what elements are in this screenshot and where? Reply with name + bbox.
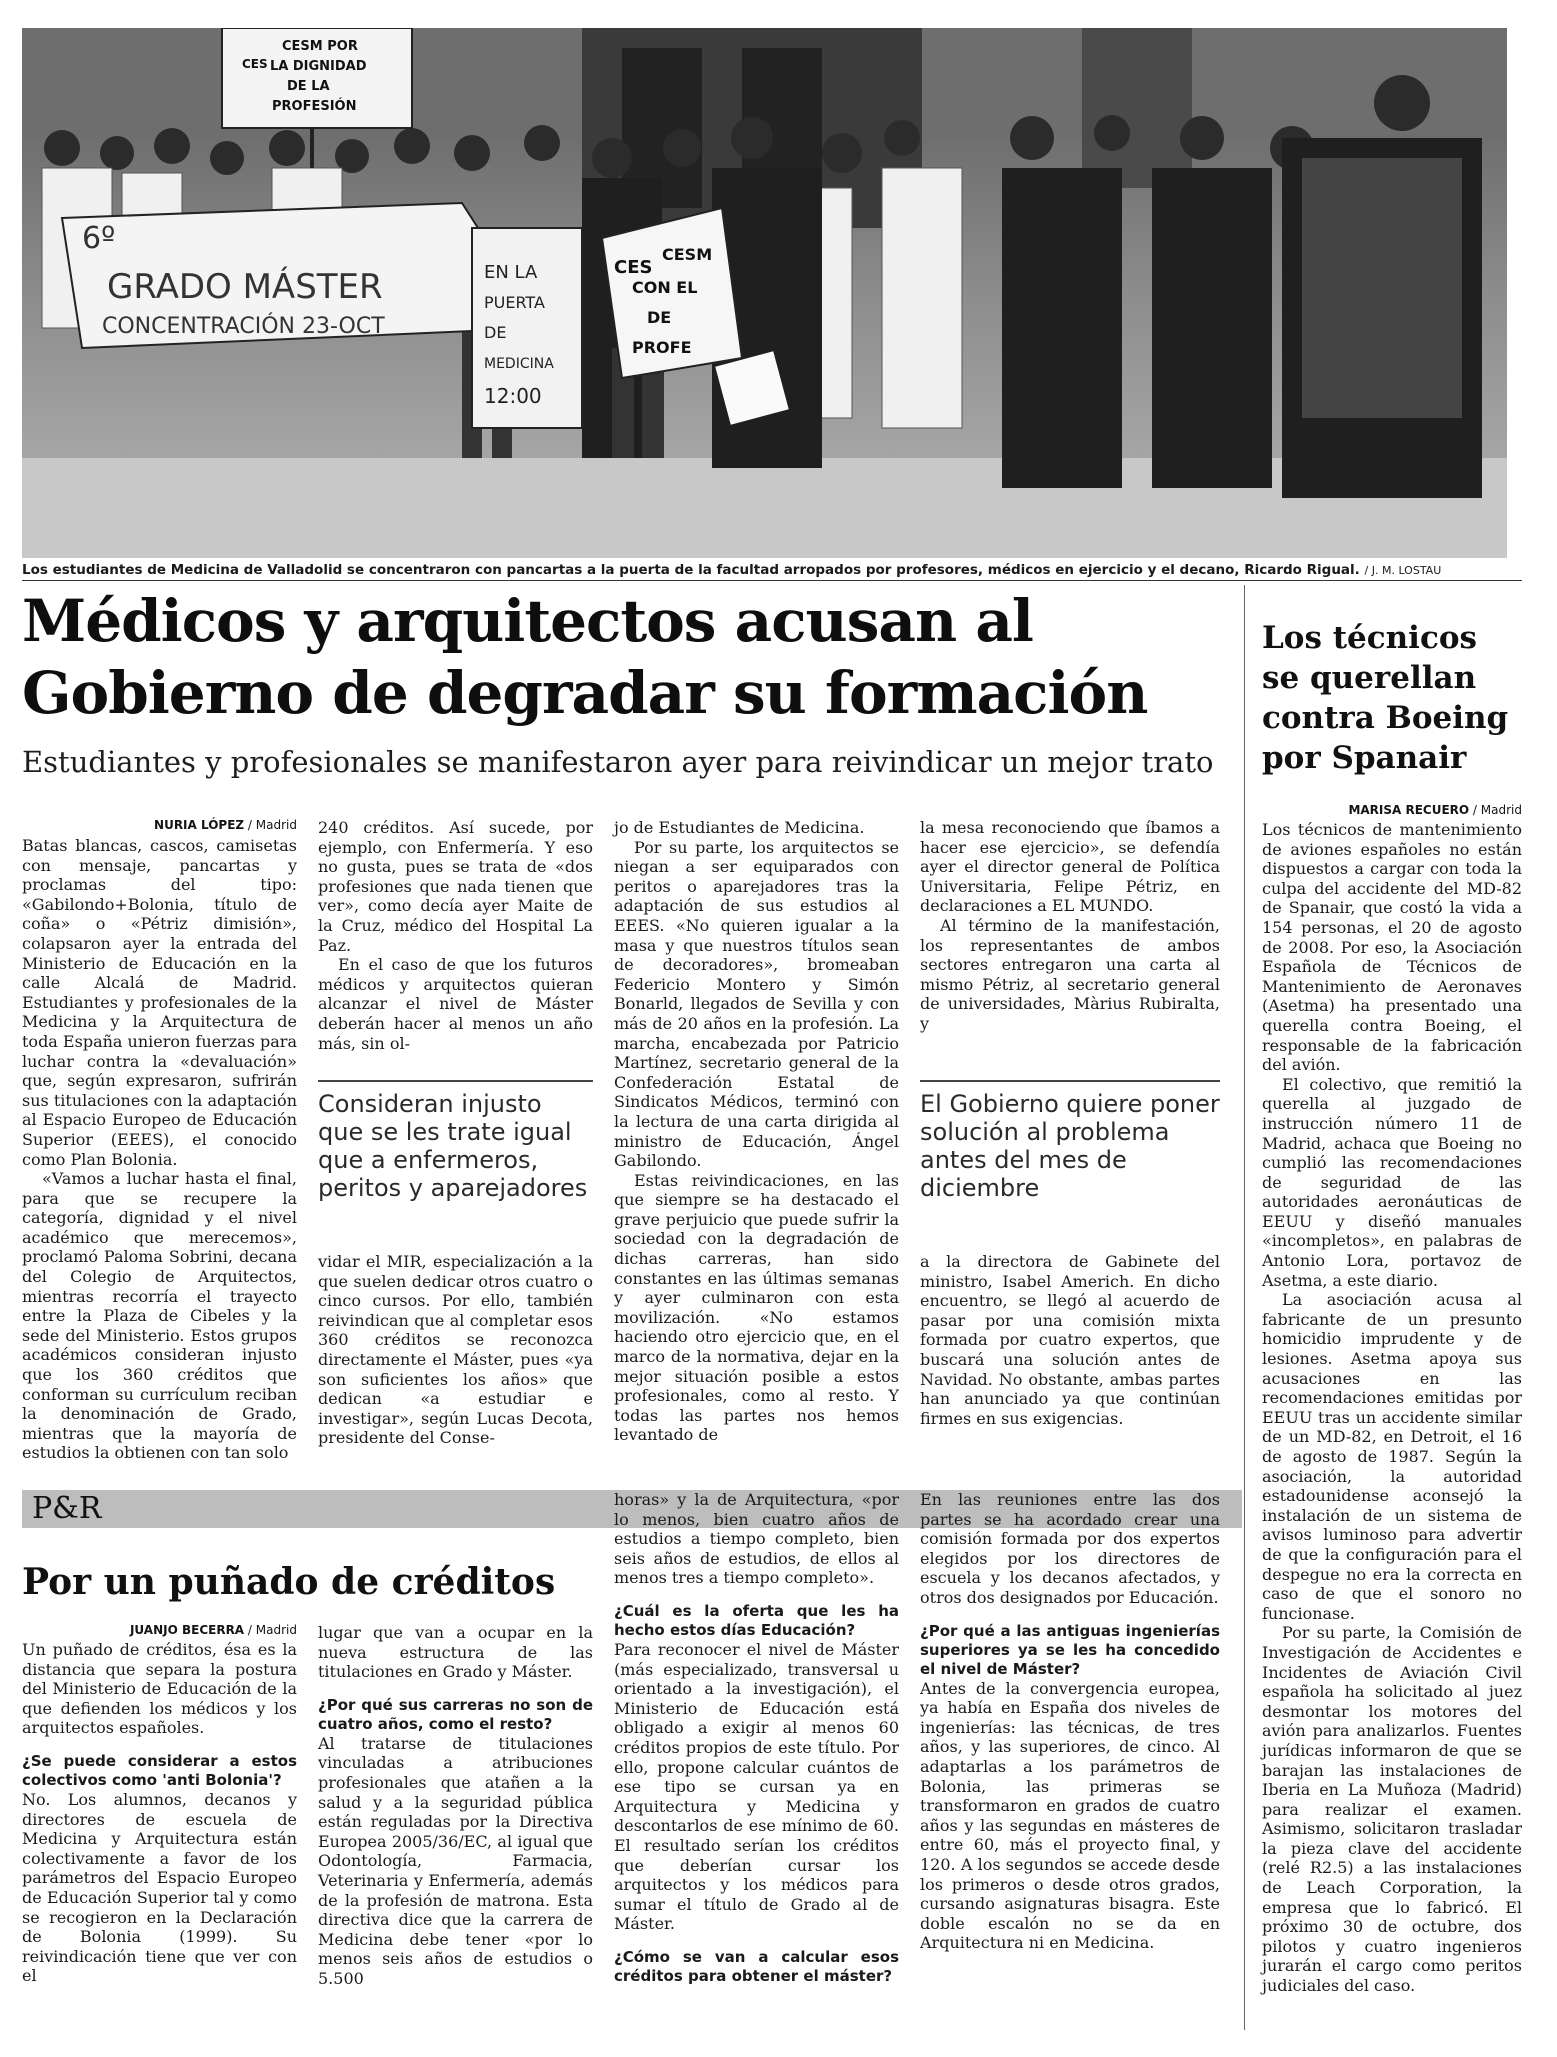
svg-text:12:00: 12:00 xyxy=(484,384,542,408)
main-col4-para1: la mesa reconociendo que íbamos a hacer ese ejercicio», se defendía ayer el director general de Política Universitaria, Felipe Pétriz, en declaraciones a EL MUNDO. xyxy=(920,818,1220,916)
pull-quote-2: El Gobierno quiere poner solución al problema antes del mes de diciembre xyxy=(920,1080,1220,1202)
pr-answer-3: Para reconocer el nivel de Máster (más especializado, transversal u orientado a la investigación), el Ministerio de Educación está obligado a exigir al menos 60 créditos propios de este título. Por ello, propone calcular cuántos de ese tipo se cursan ya en Arquitectura y Medicina y descontarlos de ese mínimo de 60. El resultado serían los créditos que deberían cursar los arquitectos y los médicos para sumar el título de Grado al de Máster. xyxy=(614,1639,899,1934)
side-byline xyxy=(1262,803,1522,817)
pr-location: / Madrid xyxy=(244,1623,297,1637)
main-col2-para2: En el caso de que los futuros médicos y arquitectos quieran alcanzar el nivel de Máster deberán hacer al menos un año más, sin ol- xyxy=(318,955,593,1053)
svg-text:CONCENTRACIÓN 23-OCT: CONCENTRACIÓN 23-OCT xyxy=(102,314,385,339)
svg-text:6º: 6º xyxy=(82,221,116,256)
pr-answer-1: No. Los alumnos, decanos y directores de escuela de Medicina y Arquitectura están colectivamente a favor de los parámetros del Espacio Europeo de Educación Superior tal y como se recogieron en la Declaración de Bolonia (1999). Su reivindicación tiene que ver con el xyxy=(22,1789,297,1986)
pr-col-1 xyxy=(22,1640,297,1986)
main-col3-para2: Por su parte, los arquitectos se niegan a ser equiparados con peritos o aparejadores tras la adaptación de sus estudios al EEES. «No quieren igualar a la masa y que nuestros títulos sean de decoradores», bromeaban Federicio Montero y Simón Bonarld, llegados de Sevilla y con más de 20 años en la profesión. La marcha, encabezada por Patricio Martínez, secretario general de la Confederación Estatal de Sindicatos Médicos, terminó con la lectura de una carta dirigida al ministro de Educación, Ángel Gabilondo. xyxy=(614,837,899,1171)
pr-question-4: ¿Cómo se van a calcular esos créditos para obtener el máster? xyxy=(614,1947,899,1985)
pr-section-label: P&R xyxy=(32,1491,102,1526)
svg-text:CON EL: CON EL xyxy=(632,278,698,297)
pr-author: JUANJO BECERRA xyxy=(129,1623,245,1637)
main-col4-para3: a la directora de Gabinete del ministro, Isabel Americh. En dicho encuentro, se llegó al acuerdo de pasar por una comisión mixta formada por cuatro expertos, que buscará una solución antes de Navidad. No obstante, ambas partes han anunciado ya que continúan firmes en sus exigencias. xyxy=(920,1252,1220,1428)
pull-quote-1: Consideran injusto que se les trate igual que a enfermeros, peritos y aparejadores xyxy=(318,1080,593,1202)
main-headline: Médicos y arquitectos acusan al Gobierno de degradar su formación xyxy=(22,587,1148,727)
svg-text:DE: DE xyxy=(484,323,507,342)
side-location: / Madrid xyxy=(1469,803,1522,817)
column-divider xyxy=(1244,585,1245,2030)
main-col1-para2: «Vamos a luchar hasta el final, para que se recupere la categoría, dignidad y el nivel académico que merecemos», proclamó Paloma Sobrini, decana del Colegio de Arquitectos, mientras recorría el trayecto entre la Plaza de Cibeles y la sede del Ministerio. Estos grupos académicos consideran injusto que los 360 créditos que conforman su currículum reciban la denominación de Grado, mientras que la mayoría de estudios la obtienen con tan solo xyxy=(22,1169,297,1463)
main-col2-para1: 240 créditos. Así sucede, por ejemplo, con Enfermería. Y eso no gusta, pues se trata de «dos profesiones que nada tienen que ver», como decía ayer Maite de la Cruz, médico del Hospital La Paz. xyxy=(318,818,593,955)
side-body xyxy=(1262,820,1522,1996)
main-author: NURIA LÓPEZ xyxy=(154,818,245,832)
svg-text:CESM: CESM xyxy=(662,245,713,264)
photo-credit: / J. M. LOSTAU xyxy=(1364,564,1442,577)
side-para2: El colectivo, que remitió la querella al juzgado de instrucción número 11 de Madrid, achaca que Boeing no cumplió las recomendaciones de seguridad de las autoridades aeronáuticas de EEUU y diseñó manuales «incompletos», en palabras de Antonio Lora, portavoz de Asetma, a este diario. xyxy=(1262,1074,1522,1290)
pr-answer-2: Al tratarse de titulaciones vinculadas a atribuciones profesionales que atañen a la salud y a la seguridad pública están reguladas por la Directiva Europea 2005/36/EC, al igual que Odontología, Farmacia, Veterinaria y Enfermería, además de la profesión de matrona. Esta directiva dice que la carrera de Medicina debe tener «por lo menos seis años de estudios o 5.500 xyxy=(318,1733,593,1988)
pr-byline xyxy=(22,1623,297,1637)
svg-text:DE LA: DE LA xyxy=(287,79,330,94)
pr-question-3: ¿Cuál es la oferta que les ha hecho estos días Educación? xyxy=(614,1601,899,1639)
svg-text:PUERTA: PUERTA xyxy=(484,293,545,312)
main-col3-para3: Estas reivindicaciones, en las que siempre se ha destacado el grave perjuicio que puede sufrir la sociedad con la degradación de dichas carreras, han sido constantes en las últimas semanas y ayer culminaron con esta movilización. «No estamos haciendo otro ejercicio que, en el marco de la normativa, dejar en la mejor situación posible a estos profesionales, como al resto. Y todas las partes nos hemos levantado de xyxy=(614,1170,899,1445)
main-col-4-cont xyxy=(920,1252,1220,1428)
pr-question-2: ¿Por qué sus carreras no son de cuatro años, como el resto? xyxy=(318,1695,593,1733)
pr-question-1: ¿Se puede considerar a estos colectivos como 'anti Bolonia'? xyxy=(22,1751,297,1789)
pr-question-5: ¿Por qué a las antiguas ingenierías superiores ya se les ha concedido el nivel de Máster? xyxy=(920,1621,1220,1678)
main-col-3 xyxy=(614,818,899,1445)
pr-answer-2-cont: horas» y la de Arquitectura, «por lo menos, bien cuatro años de estudios a tiempo completo, bien seis años de estudios, de ellos al menos tres a tiempo completo». xyxy=(614,1490,899,1588)
main-col-2-cont xyxy=(318,1252,593,1448)
svg-text:PROFESIÓN: PROFESIÓN xyxy=(272,99,357,114)
side-para4: Por su parte, la Comisión de Investigación de Accidentes e Incidentes de Aviación Civil española ha solicitado al juez desmontar los motores del avión para analizarlos. Fuentes jurídicas informaron de que se barajan las instalaciones de Iberia en La Muñoza (Madrid) para realizar el examen. Asimismo, solicitaron trasladar la pieza clave del accidente (relé R2.5) a las instalaciones de Leach Corporation, la empresa que lo fabricó. El próximo 30 de octubre, dos pilotos y cuatro ingenieros jurarán el cargo como peritos judiciales del caso. xyxy=(1262,1623,1522,1996)
svg-text:GRADO MÁSTER: GRADO MÁSTER xyxy=(107,267,383,307)
caption-text: Los estudiantes de Medicina de Valladolid se concentraron con pancartas a la puerta de la facultad arropados por profesores, médicos en ejercicio y el decano, Ricardo Rigual. xyxy=(22,562,1360,578)
main-col-1 xyxy=(22,836,297,1463)
pr-col-2 xyxy=(318,1623,593,1989)
svg-text:DE: DE xyxy=(647,308,672,327)
side-para1: Los técnicos de mantenimiento de aviones españoles no están dispuestos a cargar con toda la culpa del accidente del MD-82 de Spanair, que costó la vida a 154 personas, el 20 de agosto de 2008. Por eso, la Asociación Española de Técnicos de Mantenimiento de Aeronaves (Asetma) ha presentado una querella contra Boeing, el responsable de la fabricación del avión. xyxy=(1262,820,1522,1075)
pr-answer-4: En las reuniones entre las dos partes se ha acordado crear una comisión formada por dos expertos elegidos por los directores de escuela y los decanos afectados, y otros dos designados por Educación. xyxy=(920,1490,1220,1607)
pr-col-4 xyxy=(920,1490,1220,1953)
side-headline: Los técnicos se querellan contra Boeing por Spanair xyxy=(1262,620,1509,776)
main-col2-para3: vidar el MIR, especialización a la que suelen dedicar otros cuatro o cinco cursos. Por ello, también reivindican que al completar esos 360 créditos se reconozca directamente el Máster, pues «ya son suficientes los años» que dedican «a estudiar e investigar», según Lucas Decota, presidente del Conse- xyxy=(318,1252,593,1448)
caption-rule xyxy=(22,580,1522,581)
pr-answer-1-cont: lugar que van a ocupar en la nueva estructura de las titulaciones en Grado y Máster. xyxy=(318,1623,593,1682)
main-deck: Estudiantes y profesionales se manifestaron ayer para reivindicar un mejor trato xyxy=(22,745,1214,779)
side-para3: La asociación acusa al fabricante de un presunto homicidio imprudente y de lesiones. Asetma apoya sus acusaciones en las recomendaciones emitidas por EEUU tras un accidente similar de un MD-82, en Detroit, el 16 de agosto de 1987. Según la asociación, la autoridad estadounidense aconsejó la instalación de un sistema de avisos luminoso para advertir de que la configuración para el despegue no era la correcta en caso de que el sonoro no funcionase. xyxy=(1262,1290,1522,1623)
pr-intro: Un puñado de créditos, ésa es la distancia que separa la postura del Ministerio de Educación de la que defienden los médicos y los arquitectos españoles. xyxy=(22,1640,297,1738)
main-col4-para2: Al término de la manifestación, los representantes de ambos sectores entregaron una carta al mismo Pétriz, al secretario general de universidades, Màrius Rubiralta, y xyxy=(920,915,1220,1033)
pr-headline: Por un puñado de créditos xyxy=(22,1561,556,1603)
main-col1-para1: Batas blancas, cascos, camisetas con mensaje, pancartas y proclamas del tipo: «Gabilondo+Bolonia, título de coña» o «Pétriz dimisión», colapsaron ayer la entrada del Ministerio de Educación en la calle Alcalá de Madrid. Estudiantes y profesionales de la Medicina y la Arquitectura de toda España unieron fuerzas para luchar contra la «devaluación» que, según expresaron, sufrirán sus titulaciones con la adaptación al Espacio Europeo de Educación Superior (EEES), el conocido como Plan Bolonia. xyxy=(22,836,297,1169)
photo-caption xyxy=(22,562,1522,578)
main-col-2 xyxy=(318,818,593,1053)
svg-text:LA DIGNIDAD: LA DIGNIDAD xyxy=(270,59,367,74)
main-byline xyxy=(22,818,297,832)
svg-text:CESM POR: CESM POR xyxy=(282,39,358,54)
svg-text:CES: CES xyxy=(242,57,268,71)
svg-text:EN LA: EN LA xyxy=(484,262,538,283)
main-location: / Madrid xyxy=(244,818,297,832)
news-photo xyxy=(22,28,1507,558)
pr-answer-5: Antes de la convergencia europea, ya había en España dos niveles de ingenierías: las técnicas, de tres años, y las superiores, de cinco. Al adaptarlas a los parámetros de Bolonia, las primeras se transformaron en grados de cuatro años y las segundas en másteres de entre 60, más el proyecto final, y 120. A los segundos se accede desde los primeros o desde otros grados, cursando asignaturas bisagra. Este doble escalón no se da en Arquitectura ni en Medicina. xyxy=(920,1678,1220,1953)
svg-text:MEDICINA: MEDICINA xyxy=(484,356,554,372)
main-col3-para1: jo de Estudiantes de Medicina. xyxy=(614,818,865,837)
side-author: MARISA RECUERO xyxy=(1348,803,1470,817)
svg-text:PROFE: PROFE xyxy=(632,338,692,357)
pr-col-3 xyxy=(614,1490,899,1986)
svg-text:CES: CES xyxy=(614,257,653,278)
main-col-4 xyxy=(920,818,1220,1034)
